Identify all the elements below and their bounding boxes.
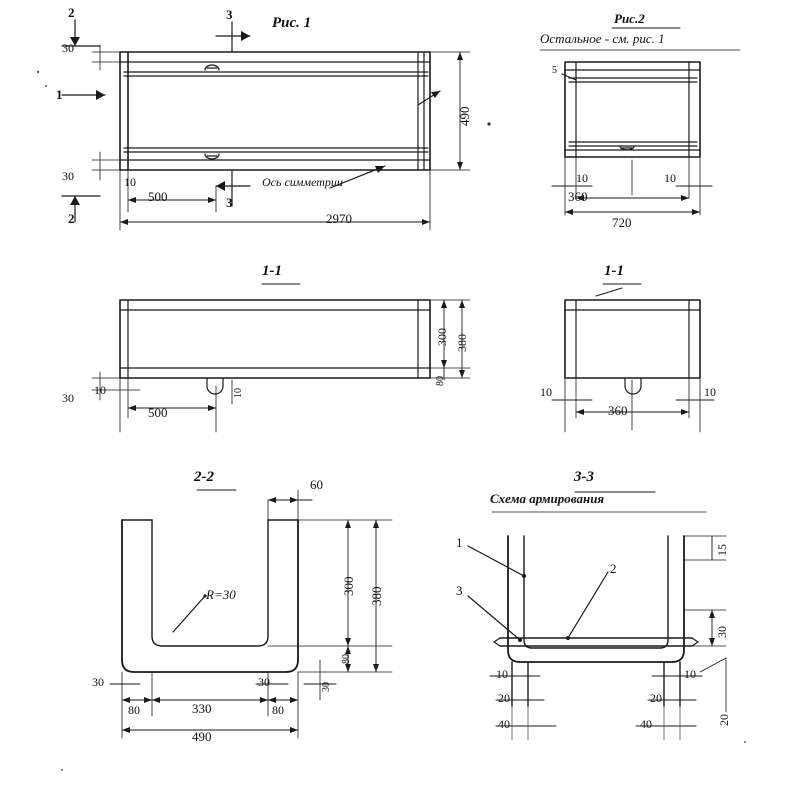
sec22-dim-80-right: 80 <box>272 703 284 717</box>
sec22-dim-60: 60 <box>310 477 323 492</box>
fig2-dim-360: 360 <box>568 189 588 204</box>
sec33-dim-40-left: 40 <box>498 717 510 731</box>
sec33-dim-15: 15 <box>715 544 729 556</box>
sec22-dim-490: 490 <box>192 729 212 744</box>
sec11l-dim-300: 300 <box>435 328 449 346</box>
fig1-dim-height-490: 490 <box>457 106 472 126</box>
sec22-radius-label: R=30 <box>206 587 236 602</box>
fig1-dim-30-bottom: 30 <box>62 169 74 183</box>
fig1-dim-30-top: 30 <box>62 41 74 55</box>
section-3-3-title: 3-3 <box>574 469 594 485</box>
fig1-dim-total-length: 2970 <box>326 211 352 226</box>
sec33-dim-20-right: 20 <box>650 691 662 705</box>
sec33-dim-40-right: 40 <box>640 717 652 731</box>
section-1-1-right-title: 1-1 <box>604 263 624 279</box>
sec22-dim-30-left: 30 <box>92 675 104 689</box>
sec22-dim-80: 80 <box>341 654 352 664</box>
sec11r-dim-360: 360 <box>608 403 628 418</box>
sec11l-dim-80: 80 <box>435 376 446 386</box>
fig2-title: Рис.2 <box>614 11 645 26</box>
fig2-dim-10-left: 10 <box>576 171 588 185</box>
section-1-1-left-title: 1-1 <box>262 263 282 279</box>
fig1-section-mark-3-bottom: 3 <box>226 195 233 210</box>
sec33-dim-20-corner: 20 <box>717 714 731 726</box>
sec33-callout-1: 1 <box>456 535 463 550</box>
sec11l-dim-500: 500 <box>148 405 168 420</box>
fig2-mark-5: 5 <box>552 65 557 76</box>
fig1-title: Рис. 1 <box>272 15 312 31</box>
sec11l-dim-10-inner: 10 <box>233 388 244 398</box>
sec11r-dim-10-left: 10 <box>540 385 552 399</box>
sec22-dim-30-mid: 30 <box>258 675 270 689</box>
sec11l-dim-30: 30 <box>62 391 74 405</box>
fig1-dim-10: 10 <box>124 175 136 189</box>
sec33-callout-2: 2 <box>610 561 617 576</box>
section-2-2-title: 2-2 <box>194 469 214 485</box>
fig1-axis-of-symmetry-note: Ось симметрии <box>262 175 343 189</box>
sec33-dim-10-right: 10 <box>684 667 696 681</box>
sec33-dim-10-left: 10 <box>496 667 508 681</box>
sec11r-dim-10-right: 10 <box>704 385 716 399</box>
sec33-dim-30: 30 <box>715 626 729 638</box>
fig2-dim-10-right: 10 <box>664 171 676 185</box>
fig1-section-mark-3-top: 3 <box>226 7 233 22</box>
fig2-dim-720: 720 <box>612 215 632 230</box>
sec11l-dim-10: 10 <box>94 383 106 397</box>
fig1-section-mark-2-top: 2 <box>68 5 75 20</box>
sec22-dim-80-left: 80 <box>128 703 140 717</box>
sec22-dim-30-right: 30 <box>321 682 332 692</box>
fig2-note: Остальное - см. рис. 1 <box>540 31 665 46</box>
fig1-dim-500: 500 <box>148 189 168 204</box>
sec11l-dim-380: 380 <box>455 334 469 352</box>
section-3-3-subtitle: Схема армирования <box>490 491 605 506</box>
sec33-callout-3: 3 <box>456 583 463 598</box>
fig1-section-mark-1: 1 <box>56 87 63 102</box>
sec22-dim-380: 380 <box>369 586 384 606</box>
sec22-dim-300: 300 <box>341 576 356 596</box>
sec22-dim-330: 330 <box>192 701 212 716</box>
sec33-dim-20-left: 20 <box>498 691 510 705</box>
fig1-section-mark-2-bottom: 2 <box>68 211 75 226</box>
